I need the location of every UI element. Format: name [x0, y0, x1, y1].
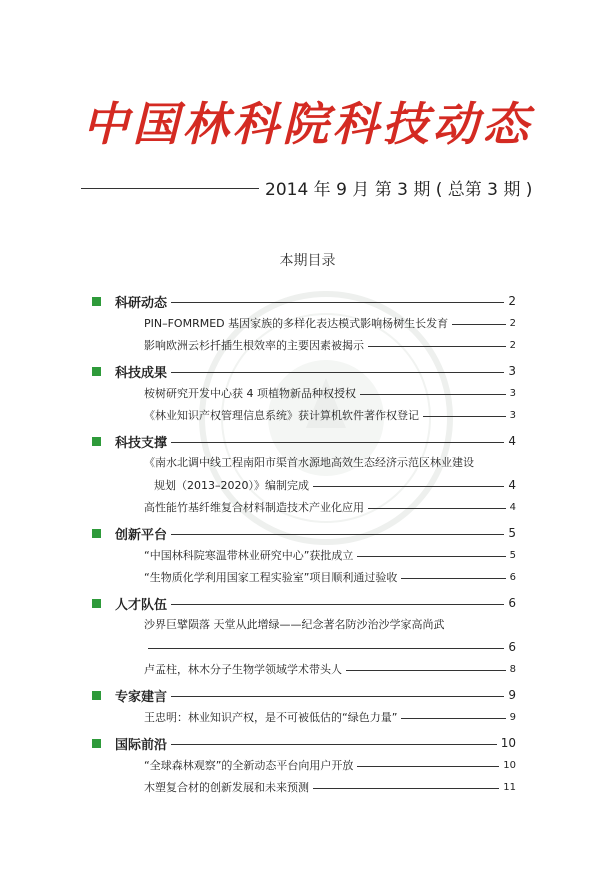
leader-line: [357, 766, 499, 767]
entry-page-number: 2: [509, 339, 516, 351]
entry-page-number: 10: [503, 759, 516, 771]
leader-line: [171, 372, 504, 373]
toc-entry[interactable]: [144, 404, 516, 426]
entry-line2: [144, 636, 516, 658]
entry-text: “中国林科院寒温带林业研究中心”获批成立: [144, 549, 354, 562]
green-square-bullet-icon: [92, 739, 101, 748]
entry-page-number: 6: [508, 640, 516, 654]
leader-line: [452, 324, 505, 325]
leader-line: [423, 416, 506, 417]
leader-line: [401, 578, 505, 579]
leader-line: [171, 534, 504, 535]
leader-line: [368, 508, 506, 509]
leader-line: [346, 670, 506, 671]
leader-line: [368, 346, 506, 347]
leader-line: [360, 394, 506, 395]
toc-section-row[interactable]: [92, 732, 516, 754]
green-square-bullet-icon: [92, 529, 101, 538]
toc-entry[interactable]: [144, 614, 516, 658]
entry-page-number: 8: [509, 663, 516, 675]
toc-title: 本期目录: [279, 253, 336, 269]
leader-line: [171, 744, 497, 745]
toc-section-row[interactable]: [92, 430, 516, 452]
entry-text: 高性能竹基纤维复合材料制造技术产业化应用: [144, 501, 364, 514]
entry-line2: [154, 474, 516, 496]
toc-section-row[interactable]: [92, 522, 516, 544]
section-page-number: 5: [508, 526, 516, 540]
toc-entry[interactable]: [144, 496, 516, 518]
toc-entry[interactable]: [144, 334, 516, 356]
entry-text: 王忠明：林业知识产权，是不可被低估的“绿色力量”: [144, 711, 398, 724]
toc-entry[interactable]: [144, 544, 516, 566]
toc-entry[interactable]: [144, 706, 516, 728]
toc-section-row[interactable]: [92, 592, 516, 614]
section-title: 人才队伍: [115, 597, 168, 613]
leader-line: [171, 696, 504, 697]
leader-line: [313, 486, 504, 487]
entry-text: 《林业知识产权管理信息系统》获计算机软件著作权登记: [144, 409, 419, 422]
green-square-bullet-icon: [92, 691, 101, 700]
section-page-number: 10: [500, 736, 516, 750]
entry-text: 影响欧洲云杉扦插生根效率的主要因素被揭示: [144, 339, 364, 352]
green-square-bullet-icon: [92, 297, 101, 306]
section-title: 科技成果: [115, 365, 168, 381]
toc-section-row[interactable]: [92, 290, 516, 312]
issue-rule: [81, 188, 259, 189]
leader-line: [171, 442, 504, 443]
leader-line: [171, 604, 504, 605]
section-page-number: 9: [508, 688, 516, 702]
toc-entry[interactable]: [144, 658, 516, 680]
toc-section-row[interactable]: [92, 360, 516, 382]
section-page-number: 2: [508, 294, 516, 308]
section-title: 专家建言: [115, 689, 168, 705]
entry-page-number: 4: [509, 501, 516, 513]
entry-text: 卢孟柱，林木分子生物学领域学术带头人: [144, 663, 342, 676]
entry-text: 木塑复合材的创新发展和未来预测: [144, 781, 309, 794]
issue-line: 2014 年 9 月 第 3 期 ( 总第 3 期 ): [265, 180, 533, 200]
entry-text: 桉树研究开发中心获 4 项植物新品种权授权: [144, 387, 356, 400]
table-of-contents: [92, 290, 516, 798]
entry-text-line1: 沙界巨擘陨落 天堂从此增绿——纪念著名防沙治沙学家高尚武: [144, 618, 445, 631]
toc-entry[interactable]: [144, 312, 516, 334]
toc-section-row[interactable]: [92, 684, 516, 706]
entry-page-number: 9: [509, 711, 516, 723]
section-title: 创新平台: [115, 527, 168, 543]
entry-text: PIN–FOMRMED 基因家族的多样化表达模式影响杨树生长发育: [144, 317, 449, 330]
leader-line: [313, 788, 499, 789]
entry-page-number: 4: [508, 478, 516, 492]
section-page-number: 4: [508, 434, 516, 448]
entry-text-line1: 《南水北调中线工程南阳市渠首水源地高效生态经济示范区林业建设: [144, 456, 474, 469]
section-page-number: 6: [508, 596, 516, 610]
leader-line: [171, 302, 504, 303]
entry-page-number: 3: [509, 409, 516, 421]
toc-entry[interactable]: [144, 754, 516, 776]
leader-line: [401, 718, 505, 719]
toc-entry[interactable]: [144, 566, 516, 588]
green-square-bullet-icon: [92, 367, 101, 376]
entry-text-line2: 规划（2013–2020）》编制完成: [154, 479, 309, 492]
leader-line: [148, 648, 504, 649]
entry-page-number: 6: [509, 571, 516, 583]
entry-text: “生物质化学利用国家工程实验室”项目顺利通过验收: [144, 571, 398, 584]
green-square-bullet-icon: [92, 437, 101, 446]
entry-page-number: 5: [509, 549, 516, 561]
entry-page-number: 11: [503, 781, 516, 793]
toc-entry[interactable]: [144, 452, 516, 496]
entry-page-number: 3: [509, 387, 516, 399]
masthead-title: 中国林科院科技动态: [82, 97, 533, 151]
section-title: 科研动态: [115, 295, 168, 311]
entry-page-number: 2: [509, 317, 516, 329]
section-title: 国际前沿: [115, 737, 168, 753]
green-square-bullet-icon: [92, 599, 101, 608]
section-title: 科技支撑: [115, 435, 168, 451]
toc-entry[interactable]: [144, 776, 516, 798]
leader-line: [357, 556, 505, 557]
toc-entry[interactable]: [144, 382, 516, 404]
section-page-number: 3: [508, 364, 516, 378]
entry-text: “全球森林观察”的全新动态平台向用户开放: [144, 759, 354, 772]
